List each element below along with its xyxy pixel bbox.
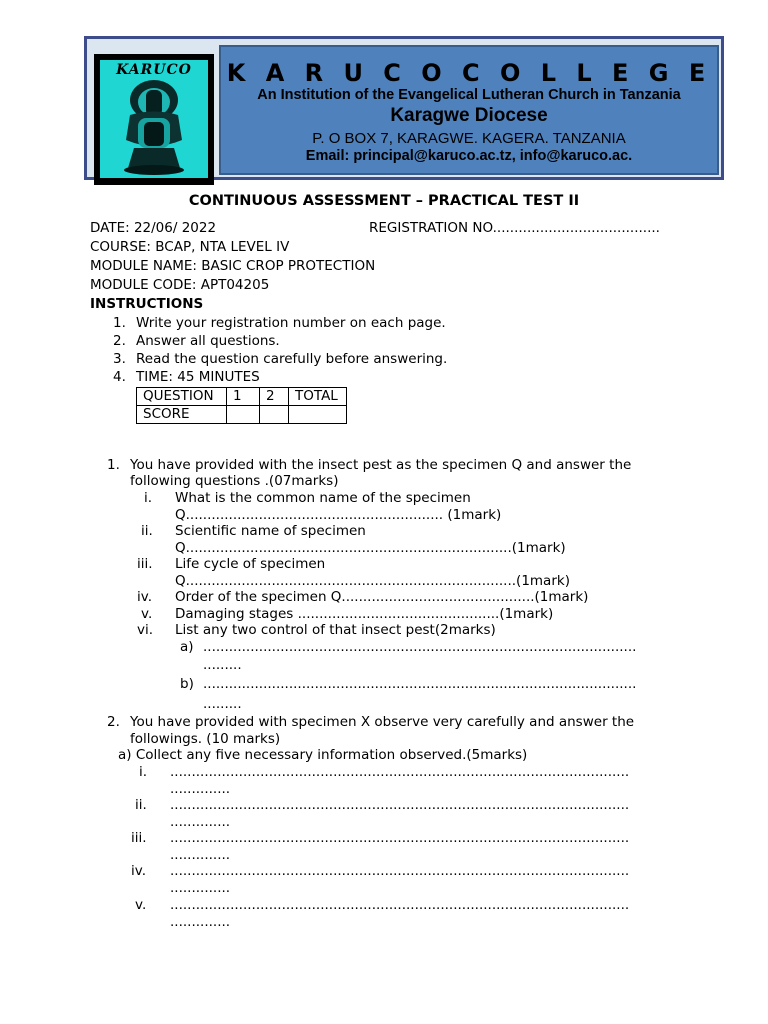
page-title: CONTINUOUS ASSESSMENT – PRACTICAL TEST II <box>188 193 580 209</box>
question-2-text: You have provided with specimen X observe very carefully and answer the <box>130 714 635 730</box>
logo-text: KARUCO <box>116 62 192 78</box>
answer-line[interactable]: ..................................................................................................... <box>203 639 637 655</box>
score-table <box>136 387 347 424</box>
answer-line[interactable]: ......... <box>203 696 242 712</box>
instruction-number: 4. <box>113 369 126 385</box>
header-banner <box>219 45 719 175</box>
answer-line[interactable]: ......... <box>203 657 242 673</box>
answer-label: a) <box>180 639 194 655</box>
answer-number: i. <box>139 764 148 780</box>
sub-question-text: Order of the specimen Q.............................................(1mark) <box>175 589 589 605</box>
question-number: 2. <box>107 714 120 730</box>
answer-number: iii. <box>131 830 147 846</box>
score-cell-total <box>289 406 347 424</box>
question-1-text: You have provided with the insect pest as the specimen Q and answer the <box>130 457 632 473</box>
sub-question-text: Damaging stages ...............................................(1mark) <box>175 606 554 622</box>
diocese-line: Karagwe Diocese <box>390 105 548 126</box>
answer-line[interactable]: .............. <box>170 814 231 830</box>
answer-label: b) <box>180 676 194 692</box>
table-cell: TOTAL <box>289 388 347 406</box>
question-1-text: following questions .(07marks) <box>130 473 339 489</box>
answer-line[interactable]: .............. <box>170 880 231 896</box>
registration-line: REGISTRATION NO....................................... <box>369 220 660 236</box>
sub-question-number: vi. <box>137 622 154 638</box>
sub-question-text: Life cycle of specimen <box>175 556 326 572</box>
sub-question-number: ii. <box>141 523 153 539</box>
question-2-text: followings. (10 marks) <box>130 731 281 747</box>
instruction-item: TIME: 45 MINUTES <box>136 369 260 385</box>
answer-number: v. <box>135 897 147 913</box>
answer-line[interactable]: ........................................................................................................... <box>170 897 630 913</box>
module-code-line: MODULE CODE: APT04205 <box>90 277 270 293</box>
institution-line: An Institution of the Evangelical Lutheran Church in Tanzania <box>257 87 681 103</box>
answer-line[interactable]: .............. <box>170 847 231 863</box>
answer-line[interactable]: .............. <box>170 781 231 797</box>
answer-line[interactable]: ........................................................................................................... <box>170 797 630 813</box>
table-row <box>137 406 347 424</box>
sub-question-text: Q.............................................................................(1mark) <box>175 573 570 589</box>
sub-question-number: iii. <box>137 556 153 572</box>
address-line: P. O BOX 7, KARAGWE. KAGERA. TANZANIA <box>312 130 626 147</box>
sub-question-number: iv. <box>137 589 152 605</box>
sub-question-text: List any two control of that insect pest(2marks) <box>175 622 496 638</box>
college-logo <box>94 54 214 185</box>
sub-question-text: Scientific name of specimen <box>175 523 366 539</box>
table-cell: 2 <box>260 388 289 406</box>
sub-question-number: i. <box>144 490 153 506</box>
instruction-item: Read the question carefully before answering. <box>136 351 448 367</box>
course-line: COURSE: BCAP, NTA LEVEL IV <box>90 239 290 255</box>
score-cell-q1 <box>227 406 260 424</box>
module-name-line: MODULE NAME: BASIC CROP PROTECTION <box>90 258 376 274</box>
sub-question-text: What is the common name of the specimen <box>175 490 471 506</box>
answer-line[interactable]: ........................................................................................................... <box>170 863 630 879</box>
logo-image <box>100 60 208 178</box>
sub-question-text: Q............................................................................(1mark) <box>175 540 566 556</box>
question-number: 1. <box>107 457 120 473</box>
instruction-number: 2. <box>113 333 126 349</box>
table-cell: QUESTION <box>137 388 227 406</box>
answer-number: ii. <box>135 797 147 813</box>
instruction-number: 1. <box>113 315 126 331</box>
table-row <box>137 388 347 406</box>
score-cell-q2 <box>260 406 289 424</box>
instruction-item: Write your registration number on each page. <box>136 315 446 331</box>
answer-number: iv. <box>131 863 146 879</box>
table-cell: 1 <box>227 388 260 406</box>
instruction-item: Answer all questions. <box>136 333 280 349</box>
carving-icon <box>100 60 208 178</box>
answer-line[interactable]: ..................................................................................................... <box>203 676 637 692</box>
date-line: DATE: 22/06/ 2022 <box>90 220 217 236</box>
instructions-heading: INSTRUCTIONS <box>90 296 204 312</box>
sub-question-text: Q............................................................ (1mark) <box>175 507 502 523</box>
answer-line[interactable]: ........................................................................................................... <box>170 830 630 846</box>
table-cell: SCORE <box>137 406 227 424</box>
question-2-part-a: a) Collect any five necessary information observed.(5marks) <box>118 747 528 763</box>
sub-question-number: v. <box>141 606 153 622</box>
email-line: Email: principal@karuco.ac.tz, info@karuco.ac. <box>305 148 633 164</box>
instruction-number: 3. <box>113 351 126 367</box>
college-name: K A R U C O C O L L E G E <box>226 59 712 87</box>
answer-line[interactable]: .............. <box>170 914 231 930</box>
answer-line[interactable]: ........................................................................................................... <box>170 764 630 780</box>
